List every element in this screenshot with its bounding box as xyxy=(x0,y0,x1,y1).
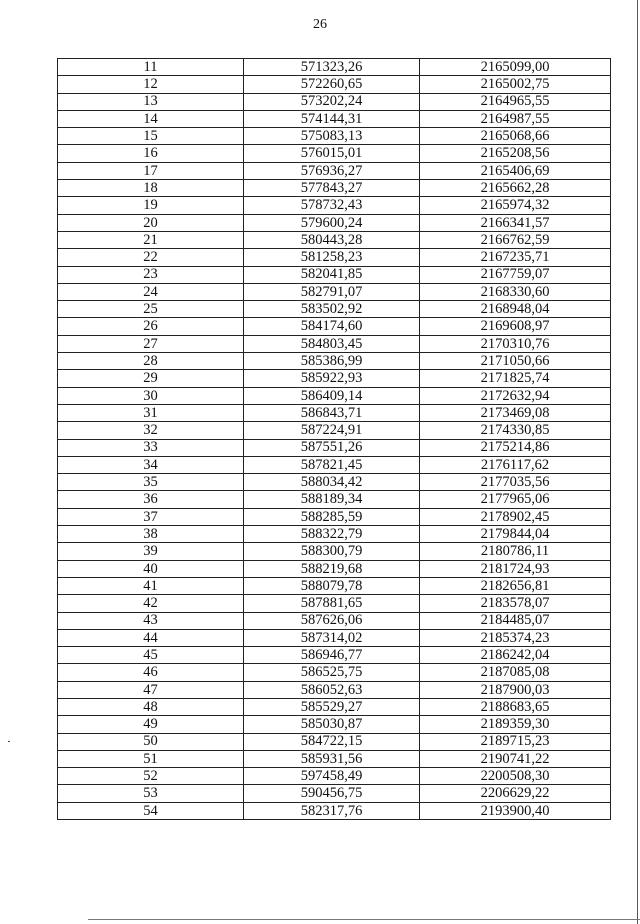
point-number-cell: 50 xyxy=(58,733,244,750)
point-number-cell: 47 xyxy=(58,681,244,698)
table-row xyxy=(58,508,611,525)
point-number-cell: 22 xyxy=(58,249,244,266)
x-coordinate-cell: 585386,99 xyxy=(244,353,420,370)
y-coordinate-cell: 2178902,45 xyxy=(420,508,611,525)
point-number-cell: 32 xyxy=(58,422,244,439)
y-coordinate-cell: 2176117,62 xyxy=(420,456,611,473)
x-coordinate-cell: 579600,24 xyxy=(244,214,420,231)
table-row xyxy=(58,664,611,681)
point-number-cell: 24 xyxy=(58,283,244,300)
x-coordinate-cell: 581258,23 xyxy=(244,249,420,266)
point-number-cell: 21 xyxy=(58,231,244,248)
x-coordinate-cell: 572260,65 xyxy=(244,76,420,93)
x-coordinate-cell: 586052,63 xyxy=(244,681,420,698)
x-coordinate-cell: 587314,02 xyxy=(244,629,420,646)
y-coordinate-cell: 2168330,60 xyxy=(420,283,611,300)
x-coordinate-cell: 585529,27 xyxy=(244,698,420,715)
x-coordinate-cell: 585931,56 xyxy=(244,750,420,767)
y-coordinate-cell: 2170310,76 xyxy=(420,335,611,352)
y-coordinate-cell: 2188683,65 xyxy=(420,698,611,715)
x-coordinate-cell: 588300,79 xyxy=(244,543,420,560)
x-coordinate-cell: 588219,68 xyxy=(244,560,420,577)
y-coordinate-cell: 2189715,23 xyxy=(420,733,611,750)
table-row xyxy=(58,733,611,750)
x-coordinate-cell: 584803,45 xyxy=(244,335,420,352)
x-coordinate-cell: 574144,31 xyxy=(244,110,420,127)
x-coordinate-cell: 588285,59 xyxy=(244,508,420,525)
table-row xyxy=(58,93,611,110)
point-number-cell: 16 xyxy=(58,145,244,162)
y-coordinate-cell: 2165002,75 xyxy=(420,76,611,93)
scan-speck xyxy=(8,741,10,742)
y-coordinate-cell: 2182656,81 xyxy=(420,577,611,594)
y-coordinate-cell: 2164965,55 xyxy=(420,93,611,110)
y-coordinate-cell: 2171050,66 xyxy=(420,353,611,370)
table-row xyxy=(58,629,611,646)
y-coordinate-cell: 2167235,71 xyxy=(420,249,611,266)
table-row xyxy=(58,404,611,421)
y-coordinate-cell: 2174330,85 xyxy=(420,422,611,439)
point-number-cell: 30 xyxy=(58,387,244,404)
point-number-cell: 29 xyxy=(58,370,244,387)
x-coordinate-cell: 597458,49 xyxy=(244,768,420,785)
table-row xyxy=(58,197,611,214)
table-row xyxy=(58,59,611,76)
x-coordinate-cell: 576015,01 xyxy=(244,145,420,162)
table-row xyxy=(58,612,611,629)
x-coordinate-cell: 587224,91 xyxy=(244,422,420,439)
table-row xyxy=(58,335,611,352)
y-coordinate-cell: 2165406,69 xyxy=(420,162,611,179)
point-number-cell: 36 xyxy=(58,491,244,508)
x-coordinate-cell: 588034,42 xyxy=(244,474,420,491)
y-coordinate-cell: 2184485,07 xyxy=(420,612,611,629)
point-number-cell: 43 xyxy=(58,612,244,629)
y-coordinate-cell: 2177035,56 xyxy=(420,474,611,491)
table-row xyxy=(58,301,611,318)
point-number-cell: 15 xyxy=(58,128,244,145)
y-coordinate-cell: 2167759,07 xyxy=(420,266,611,283)
y-coordinate-cell: 2172632,94 xyxy=(420,387,611,404)
point-number-cell: 18 xyxy=(58,180,244,197)
y-coordinate-cell: 2181724,93 xyxy=(420,560,611,577)
point-number-cell: 39 xyxy=(58,543,244,560)
y-coordinate-cell: 2180786,11 xyxy=(420,543,611,560)
table-row xyxy=(58,145,611,162)
table-row xyxy=(58,647,611,664)
table-row xyxy=(58,491,611,508)
table-row xyxy=(58,128,611,145)
x-coordinate-cell: 588322,79 xyxy=(244,526,420,543)
point-number-cell: 34 xyxy=(58,456,244,473)
y-coordinate-cell: 2166762,59 xyxy=(420,231,611,248)
point-number-cell: 20 xyxy=(58,214,244,231)
point-number-cell: 17 xyxy=(58,162,244,179)
y-coordinate-cell: 2169608,97 xyxy=(420,318,611,335)
point-number-cell: 31 xyxy=(58,404,244,421)
coordinates-table xyxy=(57,58,611,820)
table-row xyxy=(58,474,611,491)
point-number-cell: 53 xyxy=(58,785,244,802)
y-coordinate-cell: 2186242,04 xyxy=(420,647,611,664)
table-row xyxy=(58,162,611,179)
y-coordinate-cell: 2193900,40 xyxy=(420,802,611,819)
point-number-cell: 13 xyxy=(58,93,244,110)
y-coordinate-cell: 2164987,55 xyxy=(420,110,611,127)
table-row xyxy=(58,180,611,197)
page-number: 26 xyxy=(313,17,327,32)
point-number-cell: 14 xyxy=(58,110,244,127)
y-coordinate-cell: 2190741,22 xyxy=(420,750,611,767)
table-row xyxy=(58,681,611,698)
x-coordinate-cell: 583502,92 xyxy=(244,301,420,318)
x-coordinate-cell: 577843,27 xyxy=(244,180,420,197)
point-number-cell: 37 xyxy=(58,508,244,525)
point-number-cell: 49 xyxy=(58,716,244,733)
x-coordinate-cell: 586409,14 xyxy=(244,387,420,404)
x-coordinate-cell: 588189,34 xyxy=(244,491,420,508)
y-coordinate-cell: 2165974,32 xyxy=(420,197,611,214)
table-row xyxy=(58,526,611,543)
y-coordinate-cell: 2189359,30 xyxy=(420,716,611,733)
table-row xyxy=(58,214,611,231)
x-coordinate-cell: 587881,65 xyxy=(244,595,420,612)
y-coordinate-cell: 2177965,06 xyxy=(420,491,611,508)
y-coordinate-cell: 2168948,04 xyxy=(420,301,611,318)
scan-edge-right xyxy=(637,0,638,924)
point-number-cell: 44 xyxy=(58,629,244,646)
point-number-cell: 51 xyxy=(58,750,244,767)
x-coordinate-cell: 575083,13 xyxy=(244,128,420,145)
point-number-cell: 40 xyxy=(58,560,244,577)
point-number-cell: 23 xyxy=(58,266,244,283)
x-coordinate-cell: 588079,78 xyxy=(244,577,420,594)
y-coordinate-cell: 2187900,03 xyxy=(420,681,611,698)
table-row xyxy=(58,716,611,733)
y-coordinate-cell: 2165662,28 xyxy=(420,180,611,197)
table-row xyxy=(58,266,611,283)
y-coordinate-cell: 2166341,57 xyxy=(420,214,611,231)
y-coordinate-cell: 2175214,86 xyxy=(420,439,611,456)
x-coordinate-cell: 584722,15 xyxy=(244,733,420,750)
table-row xyxy=(58,595,611,612)
point-number-cell: 52 xyxy=(58,768,244,785)
point-number-cell: 28 xyxy=(58,353,244,370)
point-number-cell: 33 xyxy=(58,439,244,456)
y-coordinate-cell: 2173469,08 xyxy=(420,404,611,421)
y-coordinate-cell: 2165068,66 xyxy=(420,128,611,145)
y-coordinate-cell: 2185374,23 xyxy=(420,629,611,646)
coordinates-table-body xyxy=(58,59,611,820)
table-row xyxy=(58,785,611,802)
table-row xyxy=(58,750,611,767)
x-coordinate-cell: 586525,75 xyxy=(244,664,420,681)
point-number-cell: 12 xyxy=(58,76,244,93)
x-coordinate-cell: 587821,45 xyxy=(244,456,420,473)
point-number-cell: 42 xyxy=(58,595,244,612)
x-coordinate-cell: 576936,27 xyxy=(244,162,420,179)
table-row xyxy=(58,283,611,300)
table-row xyxy=(58,802,611,819)
table-row xyxy=(58,422,611,439)
table-row xyxy=(58,387,611,404)
x-coordinate-cell: 587551,26 xyxy=(244,439,420,456)
point-number-cell: 19 xyxy=(58,197,244,214)
y-coordinate-cell: 2165099,00 xyxy=(420,59,611,76)
x-coordinate-cell: 590456,75 xyxy=(244,785,420,802)
y-coordinate-cell: 2179844,04 xyxy=(420,526,611,543)
x-coordinate-cell: 578732,43 xyxy=(244,197,420,214)
x-coordinate-cell: 571323,26 xyxy=(244,59,420,76)
x-coordinate-cell: 585922,93 xyxy=(244,370,420,387)
point-number-cell: 27 xyxy=(58,335,244,352)
point-number-cell: 46 xyxy=(58,664,244,681)
table-row xyxy=(58,577,611,594)
table-row xyxy=(58,249,611,266)
table-row xyxy=(58,370,611,387)
table-row xyxy=(58,353,611,370)
point-number-cell: 26 xyxy=(58,318,244,335)
table-row xyxy=(58,439,611,456)
x-coordinate-cell: 573202,24 xyxy=(244,93,420,110)
y-coordinate-cell: 2206629,22 xyxy=(420,785,611,802)
x-coordinate-cell: 582317,76 xyxy=(244,802,420,819)
table-row xyxy=(58,768,611,785)
point-number-cell: 54 xyxy=(58,802,244,819)
table-row xyxy=(58,543,611,560)
point-number-cell: 48 xyxy=(58,698,244,715)
table-row xyxy=(58,318,611,335)
table-row xyxy=(58,698,611,715)
table-row xyxy=(58,110,611,127)
x-coordinate-cell: 585030,87 xyxy=(244,716,420,733)
table-row xyxy=(58,76,611,93)
x-coordinate-cell: 586843,71 xyxy=(244,404,420,421)
y-coordinate-cell: 2187085,08 xyxy=(420,664,611,681)
y-coordinate-cell: 2165208,56 xyxy=(420,145,611,162)
point-number-cell: 45 xyxy=(58,647,244,664)
y-coordinate-cell: 2200508,30 xyxy=(420,768,611,785)
y-coordinate-cell: 2171825,74 xyxy=(420,370,611,387)
point-number-cell: 41 xyxy=(58,577,244,594)
table-row xyxy=(58,560,611,577)
x-coordinate-cell: 584174,60 xyxy=(244,318,420,335)
point-number-cell: 35 xyxy=(58,474,244,491)
x-coordinate-cell: 580443,28 xyxy=(244,231,420,248)
point-number-cell: 11 xyxy=(58,59,244,76)
x-coordinate-cell: 586946,77 xyxy=(244,647,420,664)
point-number-cell: 38 xyxy=(58,526,244,543)
point-number-cell: 25 xyxy=(58,301,244,318)
x-coordinate-cell: 582041,85 xyxy=(244,266,420,283)
table-row xyxy=(58,231,611,248)
x-coordinate-cell: 587626,06 xyxy=(244,612,420,629)
x-coordinate-cell: 582791,07 xyxy=(244,283,420,300)
y-coordinate-cell: 2183578,07 xyxy=(420,595,611,612)
scan-edge-bottom xyxy=(88,919,640,920)
table-row xyxy=(58,456,611,473)
